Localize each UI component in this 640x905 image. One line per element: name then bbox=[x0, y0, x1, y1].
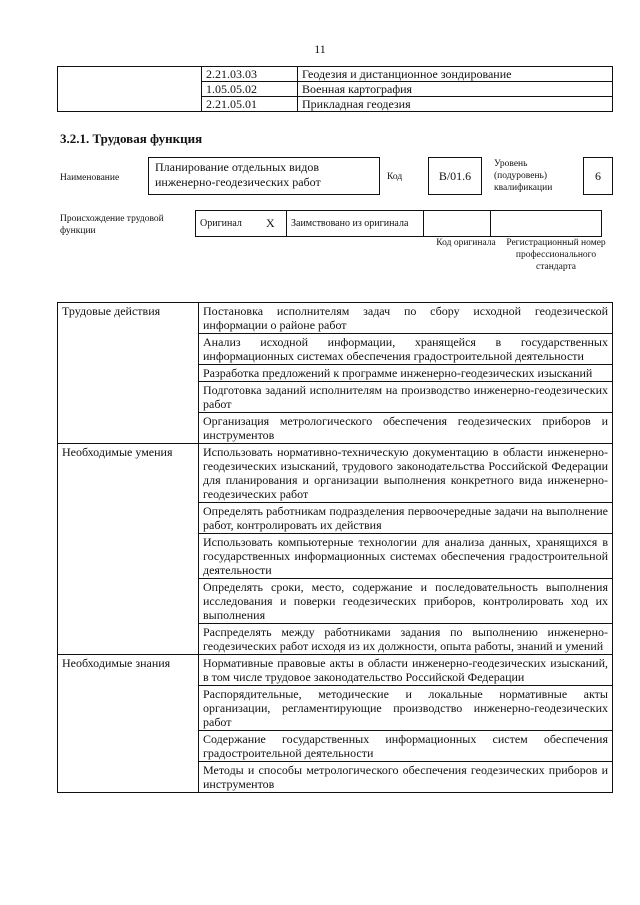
list-item: Распорядительные, методические и локальные нормативные акты организации, регламентирующие производство инженерно-геодезических работ bbox=[199, 686, 613, 731]
level-value-box: 6 bbox=[583, 157, 613, 195]
page-number: 11 bbox=[314, 42, 326, 56]
list-item: Использовать нормативно-техническую документацию в области инженерно-геодезических изысканий, трудового законодательства Российской Федерации для планирования и организации выполнения конкретного вида инженерно-геодезических работ bbox=[199, 444, 613, 503]
code-original-caption: Код оригинала bbox=[436, 238, 496, 248]
origin-label: Происхождение трудовой функции bbox=[60, 214, 164, 236]
section-title-cell: Трудовые действия bbox=[58, 303, 199, 444]
list-item: Определять сроки, место, содержание и последовательность выполнения исследования и поверки геодезических приборов, контролировать ход их выполнения bbox=[199, 579, 613, 624]
list-item: Определять работникам подразделения первоочередные задачи на выполнение работ, контролировать их действия bbox=[199, 503, 613, 534]
code-label: Код bbox=[387, 172, 403, 182]
code-cell: 1.05.05.02 bbox=[202, 82, 298, 97]
name-cell: Прикладная геодезия bbox=[298, 97, 613, 112]
function-name-box: Планирование отдельных видов инженерно-геодезических работ bbox=[148, 157, 380, 195]
reg-number-caption: Регистрационный номер профессионального стандарта bbox=[506, 238, 606, 272]
codes-table bbox=[57, 66, 613, 112]
code-original-cell bbox=[424, 211, 491, 237]
code-cell: 2.21.03.03 bbox=[202, 67, 298, 82]
borrowed-label: Заимствовано из оригинала bbox=[287, 211, 424, 237]
main-table bbox=[57, 302, 613, 793]
code-value-box: B/01.6 bbox=[428, 157, 482, 195]
list-item: Постановка исполнителям задач по сбору исходной геодезической информации о районе работ bbox=[199, 303, 613, 334]
original-mark: X bbox=[262, 211, 287, 237]
table-row bbox=[196, 211, 602, 237]
original-label: Оригинал bbox=[196, 211, 263, 237]
table-row bbox=[58, 303, 613, 334]
section-title-cell: Необходимые умения bbox=[58, 444, 199, 655]
origin-table bbox=[195, 210, 602, 237]
list-item: Разработка предложений к программе инженерно-геодезических изысканий bbox=[199, 365, 613, 382]
section-title-cell: Необходимые знания bbox=[58, 655, 199, 793]
level-label: Уровень (подуровень) квалификации bbox=[494, 159, 553, 193]
name-cell: Военная картография bbox=[298, 82, 613, 97]
list-item: Использовать компьютерные технологии для анализа данных, хранящихся в государственных информационных системах обеспечения градостроительной деятельности bbox=[199, 534, 613, 579]
reg-number-cell bbox=[491, 211, 602, 237]
table-row bbox=[58, 67, 613, 82]
table-row bbox=[58, 444, 613, 503]
list-item: Методы и способы метрологического обеспечения геодезических приборов и инструментов bbox=[199, 762, 613, 793]
section-title: 3.2.1. Трудовая функция bbox=[60, 131, 203, 146]
list-item: Распределять между работниками задания по выполнению инженерно-геодезических работ исходя из их должности, опыта работы, знаний и умений bbox=[199, 624, 613, 655]
table-row bbox=[58, 655, 613, 686]
list-item: Анализ исходной информации, хранящейся в государственных информационных системах обеспечения градостроительной деятельности bbox=[199, 334, 613, 365]
list-item: Организация метрологического обеспечения геодезических приборов и инструментов bbox=[199, 413, 613, 444]
empty-cell bbox=[58, 67, 202, 112]
code-cell: 2.21.05.01 bbox=[202, 97, 298, 112]
naming-label: Наименование bbox=[60, 173, 120, 183]
name-cell: Геодезия и дистанционное зондирование bbox=[298, 67, 613, 82]
list-item: Нормативные правовые акты в области инженерно-геодезических изысканий, в том числе трудовое законодательство Российской Федерации bbox=[199, 655, 613, 686]
list-item: Подготовка заданий исполнителям на производство инженерно-геодезических работ bbox=[199, 382, 613, 413]
list-item: Содержание государственных информационных систем обеспечения градостроительной деятельности bbox=[199, 731, 613, 762]
